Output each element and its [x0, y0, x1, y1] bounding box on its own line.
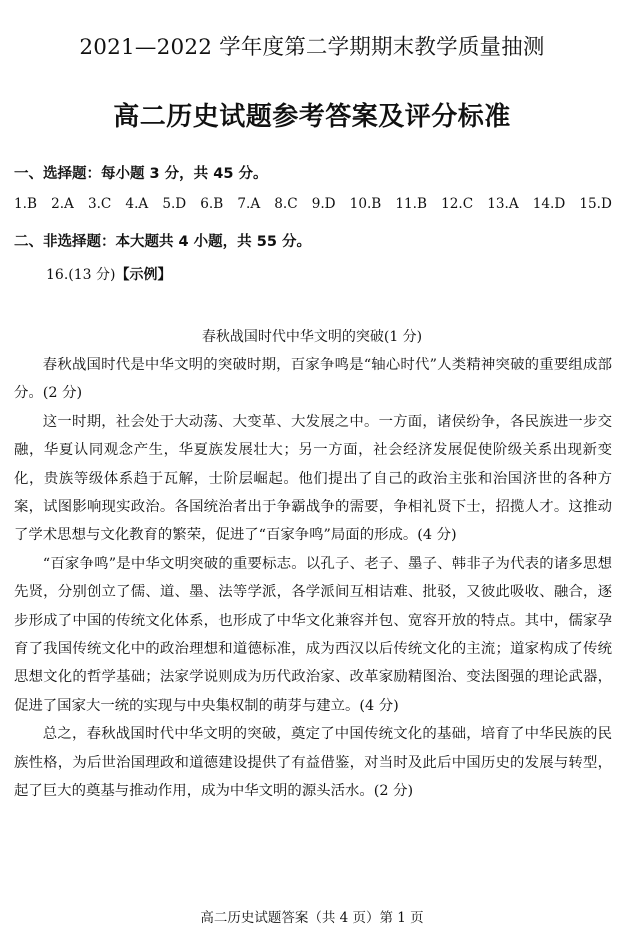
section2-heading: 二、非选择题：本大题共 4 小题，共 55 分。: [14, 234, 311, 250]
essay-title: 春秋战国时代中华文明的突破(1 分): [201, 329, 423, 345]
essay-paragraph-intro: 春秋战国时代是中华文明的突破时期，百家争鸣是“轴心时代”人类精神突破的重要组成部分。(2 分): [14, 357, 612, 402]
answer-item: 4.A: [125, 196, 149, 212]
question-16-score: 16.(13 分): [46, 267, 116, 283]
answer-item: 15.D: [579, 196, 612, 212]
question-16-tag: 【示例】: [115, 267, 172, 283]
answer-item: 6.B: [200, 196, 224, 212]
mc-answer-row: [14, 196, 612, 212]
document-title: 高二历史试题参考答案及评分标准: [113, 102, 511, 132]
answer-item: 8.C: [274, 196, 298, 212]
essay-body: [14, 351, 612, 806]
answer-item: 5.D: [162, 196, 187, 212]
essay-paragraph-significance: “百家争鸣”是中华文明突破的重要标志。以孔子、老子、墨子、韩非子为代表的诸多思想先贤，分别创立了儒、道、墨、法等学派，各学派间互相诘难、批驳，又彼此吸收、融合，逐步形成了中国的传统文化体系，也形成了中华文化兼容并包、宽容开放的特点。其中，儒家孕育了我国传统文化中的政治理想和道德标准，成为西汉以后传统文化的主流；道家构成了传统思想文化的哲学基础；法家学说则成为历代政治家、改革家励精图治、变法图强的理论武器，促进了国家大一统的实现与中央集权制的萌芽与建立。(4 分): [14, 555, 612, 714]
answer-item: 2.A: [51, 196, 74, 212]
question-16-label: [46, 264, 171, 284]
answer-item: 10.B: [349, 196, 382, 212]
page-footer: 高二历史试题答案（共 4 页）第 1 页: [200, 910, 424, 926]
answer-item: 7.A: [237, 196, 261, 212]
section1-heading: 一、选择题：每小题 3 分，共 45 分。: [14, 166, 268, 182]
answer-item: 13.A: [487, 196, 519, 212]
answer-item: 14.D: [532, 196, 566, 212]
answer-item: 3.C: [87, 196, 112, 212]
answer-item: 12.C: [441, 196, 474, 212]
answer-item: 9.D: [311, 196, 336, 212]
exam-title: 2021—2022 学年度第二学期期末教学质量抽测: [79, 35, 545, 60]
answer-item: 1.B: [14, 196, 37, 212]
essay-paragraph-conclusion: 总之，春秋战国时代中华文明的突破，奠定了中国传统文化的基础，培育了中华民族的民族性格，为后世治国理政和道德建设提供了有益借鉴，对当时及此后中国历史的发展与转型，起了巨大的奠基与推动作用，成为中华文明的源头活水。(2 分): [14, 726, 612, 800]
essay-paragraph-background: 这一时期，社会处于大动荡、大变革、大发展之中。一方面，诸侯纷争，各民族进一步交融，华夏认同观念产生，华夏族发展壮大；另一方面，社会经济发展促使阶级关系出现新变化，贵族等级体系趋于瓦解，士阶层崛起。他们提出了自己的政治主张和治国济世的各种方案，试图影响现实政治。各国统治者出于争霸战争的需要，争相礼贤下士，招揽人才。这推动了学术思想与文化教育的繁荣，促进了“百家争鸣”局面的形成。(4 分): [14, 413, 612, 544]
answer-item: 11.B: [395, 196, 427, 212]
